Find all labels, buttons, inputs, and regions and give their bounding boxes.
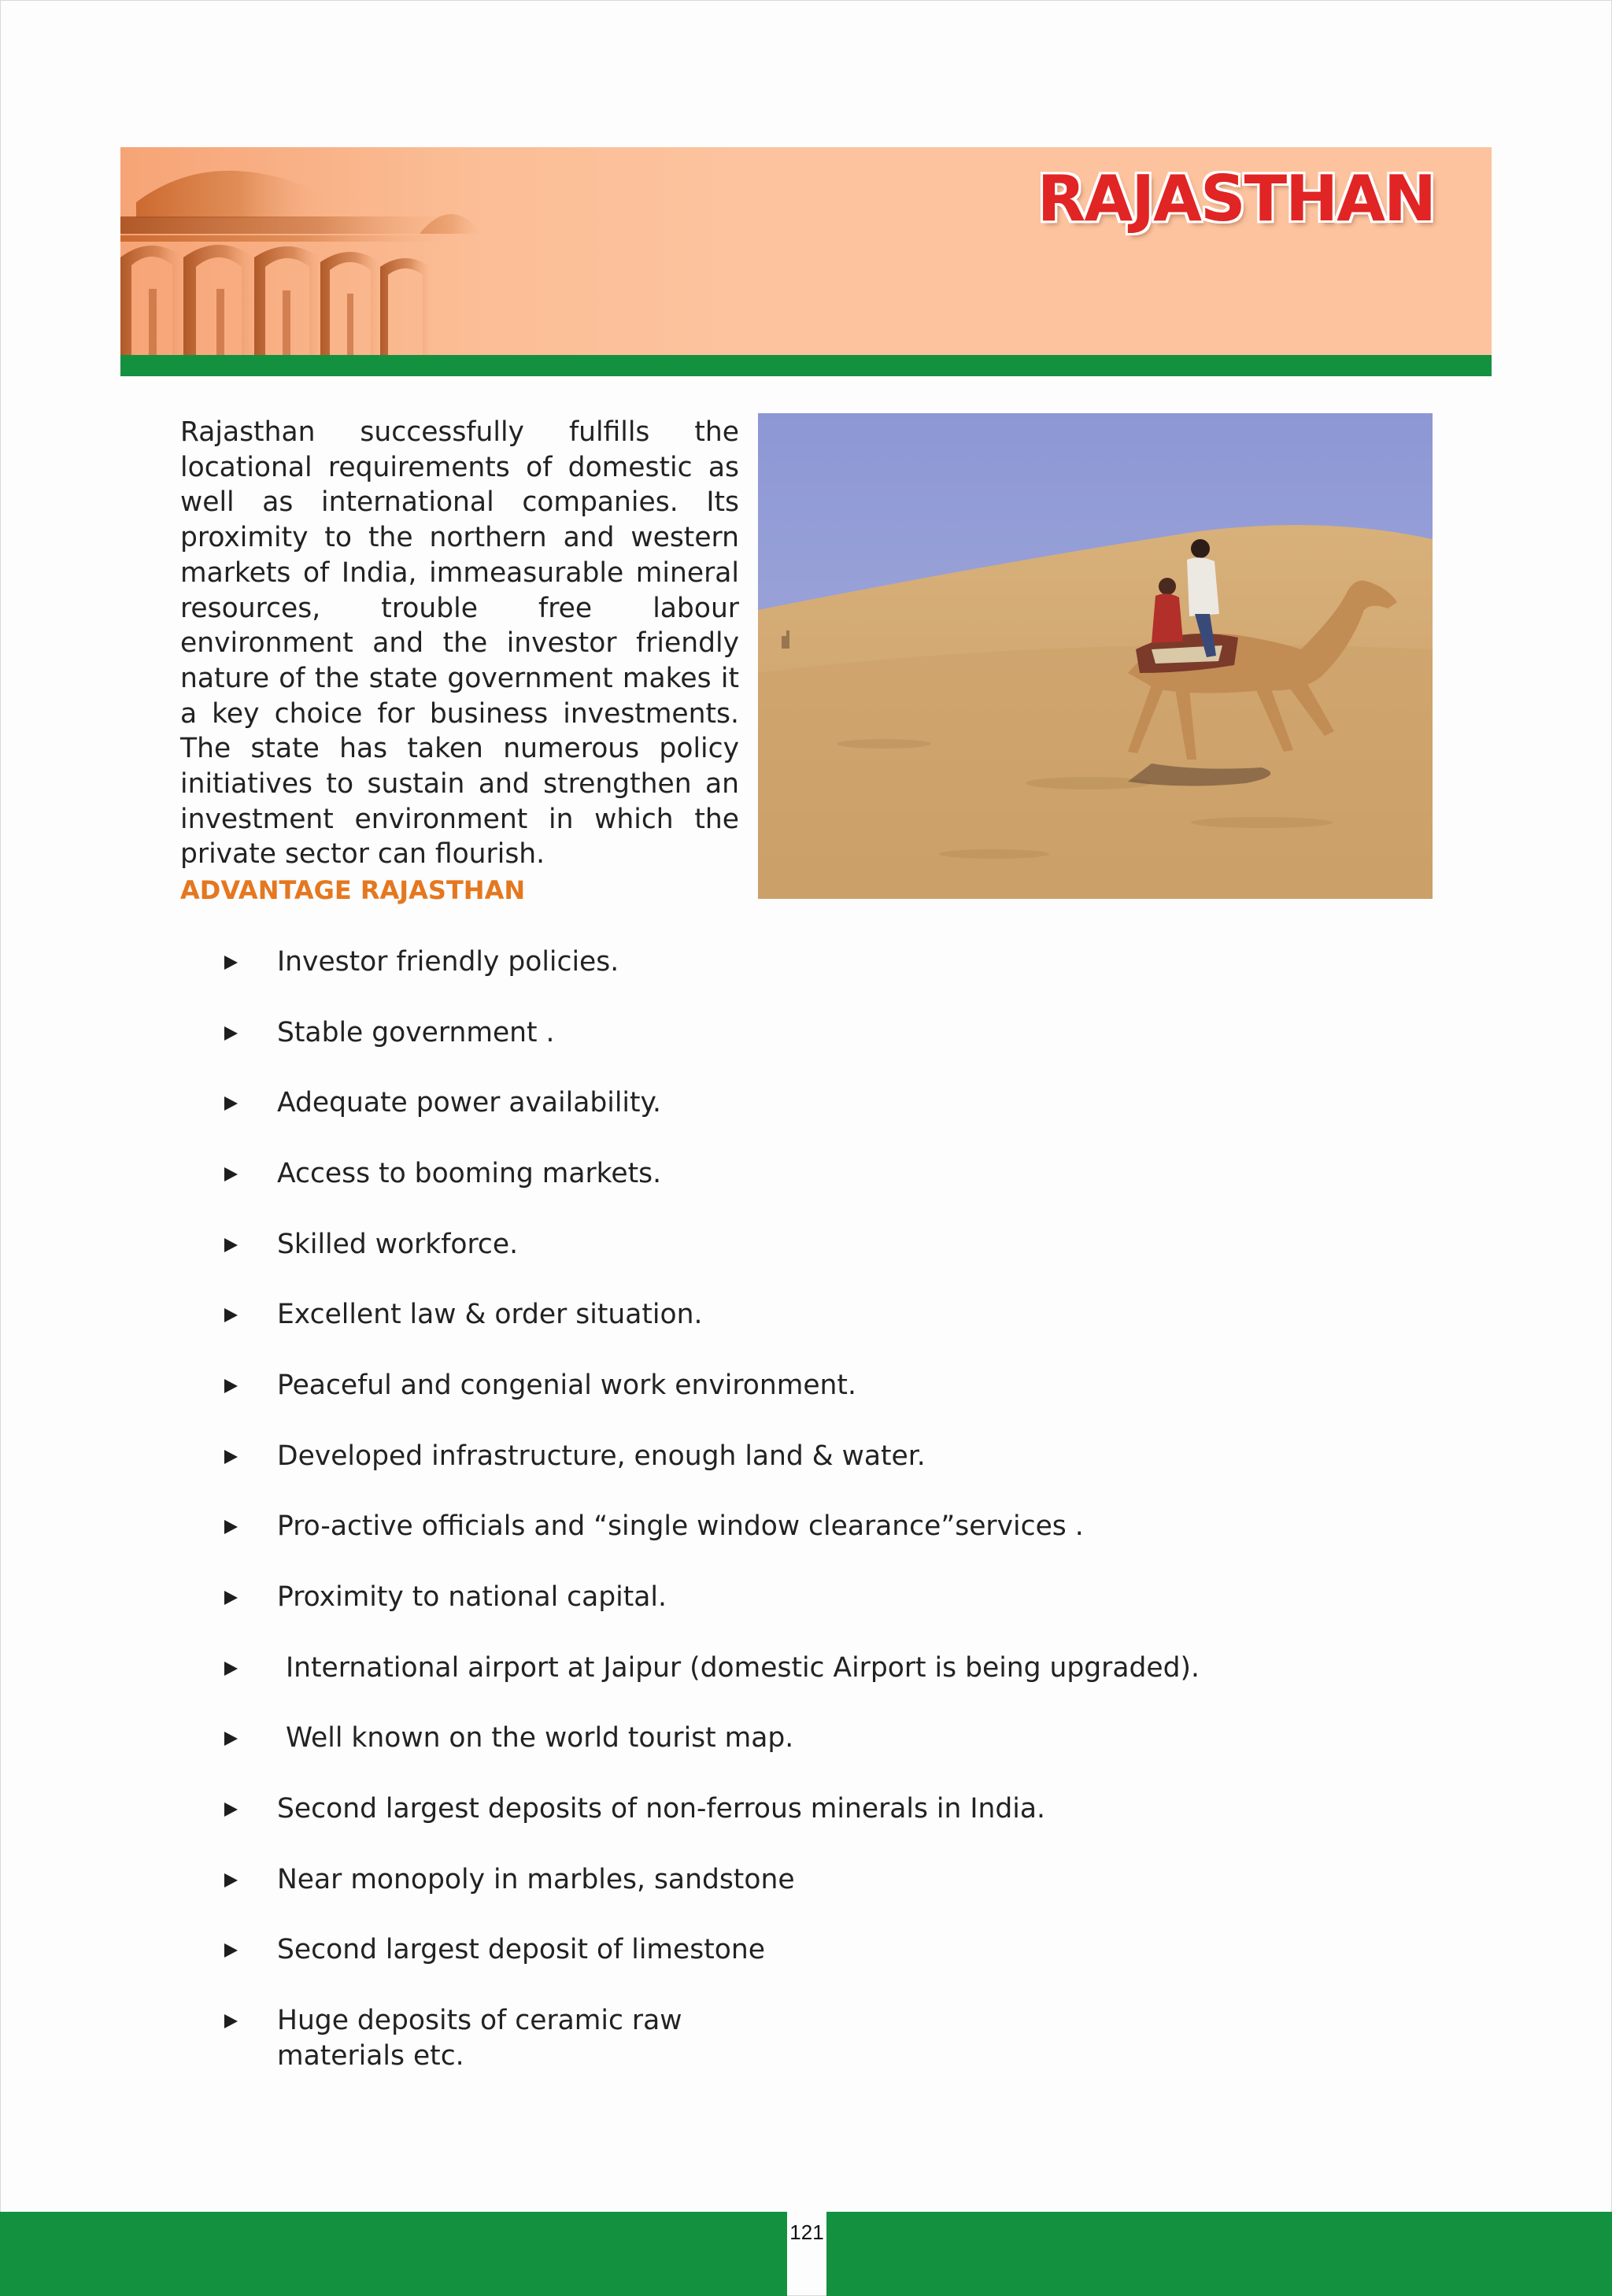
palace-arches-illustration — [120, 147, 561, 355]
arrow-bullet-icon — [224, 1308, 238, 1322]
arrow-bullet-icon — [224, 1379, 238, 1393]
list-item-text: Access to booming markets. — [277, 1158, 662, 1189]
arrow-bullet-icon — [224, 2014, 238, 2028]
arrow-bullet-icon — [224, 1873, 238, 1887]
arrow-bullet-icon — [224, 1732, 238, 1746]
arrow-bullet-icon — [224, 1026, 238, 1041]
list-item-text: Proximity to national capital. — [277, 1581, 667, 1613]
list-item-text: Stable government . — [277, 1017, 555, 1048]
list-item-text: Adequate power availability. — [277, 1087, 662, 1118]
page-number: 121 — [789, 2220, 824, 2244]
list-item-text: Skilled workforce. — [277, 1229, 519, 1260]
list-item-text: Pro-active officials and “single window clearance”services . — [277, 1510, 1084, 1542]
footer-bar-right — [826, 2212, 1612, 2296]
header-banner — [120, 147, 1492, 355]
arrow-bullet-icon — [224, 1450, 238, 1464]
list-item-text: Developed infrastructure, enough land & water. — [277, 1440, 926, 1472]
intro-paragraph: Rajasthan successfully fulfills the locational requirements of domestic as well as international companies. Its proximity to the northern and western markets of India, immeasurable mineral resources, trouble free labour environment and the investor friendly nature of the state government makes it a key choice for business investments. The state has taken numerous policy initiatives to sustain and strengthen an investment environment in which the private sector can flourish. — [180, 416, 739, 871]
arrow-bullet-icon — [224, 1802, 238, 1817]
footer-bar-left — [0, 2212, 787, 2296]
header-green-bar — [120, 355, 1492, 376]
arrow-bullet-icon — [224, 956, 238, 970]
list-item-text: Near monopoly in marbles, sandstone — [277, 1864, 795, 1895]
arrow-bullet-icon — [224, 1096, 238, 1111]
list-item-text: Second largest deposit of limestone — [277, 1934, 765, 1965]
list-item-text: Well known on the world tourist map. — [277, 1722, 794, 1754]
section-heading: ADVANTAGE RAJASTHAN — [180, 875, 526, 905]
list-item-text: Investor friendly policies. — [277, 946, 619, 978]
arrow-bullet-icon — [224, 1238, 238, 1252]
list-item-text: Excellent law & order situation. — [277, 1299, 703, 1330]
arrow-bullet-icon — [224, 1167, 238, 1181]
arrow-bullet-icon — [224, 1662, 238, 1676]
list-item-text: Second largest deposits of non-ferrous minerals in India. — [277, 1793, 1045, 1825]
page-title: RAJASTHAN — [1037, 162, 1435, 235]
arrow-bullet-icon — [224, 1591, 238, 1605]
list-item-text: Huge deposits of ceramic raw materials etc. — [277, 2005, 682, 2072]
arrow-bullet-icon — [224, 1520, 238, 1534]
desert-camel-photo — [758, 413, 1433, 899]
list-item-text: International airport at Jaipur (domestic Airport is being upgraded). — [277, 1652, 1200, 1684]
list-item-text: Peaceful and congenial work environment. — [277, 1370, 856, 1401]
arrow-bullet-icon — [224, 1943, 238, 1958]
